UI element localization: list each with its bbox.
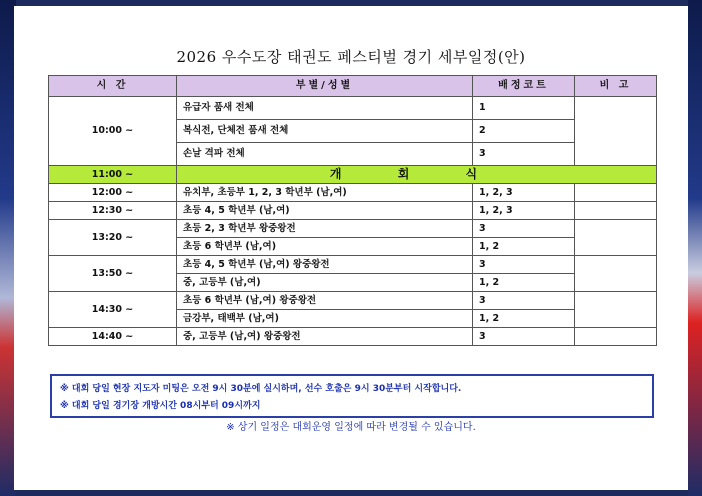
time-cell: 13:50 ~ xyxy=(49,256,177,292)
note-cell xyxy=(575,220,657,256)
table-row xyxy=(49,292,657,310)
time-cell: 12:00 ~ xyxy=(49,184,177,202)
note-cell xyxy=(575,256,657,292)
court-cell: 3 xyxy=(473,143,575,166)
event-cell: 손날 격파 전체 xyxy=(177,143,473,166)
note-cell xyxy=(575,292,657,328)
header-note: 비 고 xyxy=(575,76,657,97)
table-row xyxy=(49,256,657,274)
event-cell: 복식전, 단체전 품새 전체 xyxy=(177,120,473,143)
table-row xyxy=(49,328,657,346)
event-cell: 중, 고등부 (남,여) xyxy=(177,274,473,292)
header-event: 부별/성별 xyxy=(177,76,473,97)
court-cell: 3 xyxy=(473,256,575,274)
table-header-row xyxy=(49,76,657,97)
event-cell: 유급자 품새 전체 xyxy=(177,97,473,120)
footer-note: ※ 상기 일정은 대회운영 일정에 따라 변경될 수 있습니다. xyxy=(226,422,476,433)
event-cell: 초등 2, 3 학년부 왕중왕전 xyxy=(177,220,473,238)
background-right-strip xyxy=(688,0,702,496)
time-cell: 10:00 ~ xyxy=(49,97,177,166)
note-cell xyxy=(575,328,657,346)
court-cell: 1, 2 xyxy=(473,274,575,292)
time-cell: 11:00 ~ xyxy=(49,166,177,184)
time-cell: 13:20 ~ xyxy=(49,220,177,256)
table-row xyxy=(49,184,657,202)
event-cell: 초등 6 학년부 (남,여) xyxy=(177,238,473,256)
event-cell: 유치부, 초등부 1, 2, 3 학년부 (남,여) xyxy=(177,184,473,202)
note-cell xyxy=(575,184,657,202)
court-cell: 1, 2, 3 xyxy=(473,184,575,202)
opening-ceremony-row xyxy=(49,166,657,184)
court-cell: 3 xyxy=(473,220,575,238)
table-row xyxy=(49,97,657,120)
table-row xyxy=(49,202,657,220)
event-cell: 초등 4, 5 학년부 (남,여) xyxy=(177,202,473,220)
page-title: 2026 우수도장 태권도 페스티벌 경기 세부일정(안) xyxy=(176,48,526,66)
schedule-sheet xyxy=(14,6,688,490)
court-cell: 2 xyxy=(473,120,575,143)
header-time: 시 간 xyxy=(49,76,177,97)
header-court: 배정코트 xyxy=(473,76,575,97)
court-cell: 1, 2 xyxy=(473,310,575,328)
notice-box xyxy=(50,374,654,418)
opening-ceremony-label: 개 회 식 xyxy=(177,166,657,184)
table-row xyxy=(49,220,657,238)
time-cell: 14:30 ~ xyxy=(49,292,177,328)
event-cell: 초등 6 학년부 (남,여) 왕중왕전 xyxy=(177,292,473,310)
court-cell: 1, 2, 3 xyxy=(473,202,575,220)
notice-line: ※ 대회 당일 현장 지도자 미팅은 오전 9시 30분에 실시하며, 선수 호출은 9시 30분부터 시작합니다. xyxy=(60,384,462,394)
time-cell: 12:30 ~ xyxy=(49,202,177,220)
note-cell xyxy=(575,202,657,220)
event-cell: 금강부, 태백부 (남,여) xyxy=(177,310,473,328)
court-cell: 1 xyxy=(473,97,575,120)
court-cell: 3 xyxy=(473,292,575,310)
event-cell: 중, 고등부 (남,여) 왕중왕전 xyxy=(177,328,473,346)
court-cell: 1, 2 xyxy=(473,238,575,256)
time-cell: 14:40 ~ xyxy=(49,328,177,346)
event-cell: 초등 4, 5 학년부 (남,여) 왕중왕전 xyxy=(177,256,473,274)
schedule-table xyxy=(48,75,657,346)
notice-line: ※ 대회 당일 경기장 개방시간 08시부터 09시까지 xyxy=(60,401,261,411)
note-cell xyxy=(575,97,657,166)
court-cell: 3 xyxy=(473,328,575,346)
